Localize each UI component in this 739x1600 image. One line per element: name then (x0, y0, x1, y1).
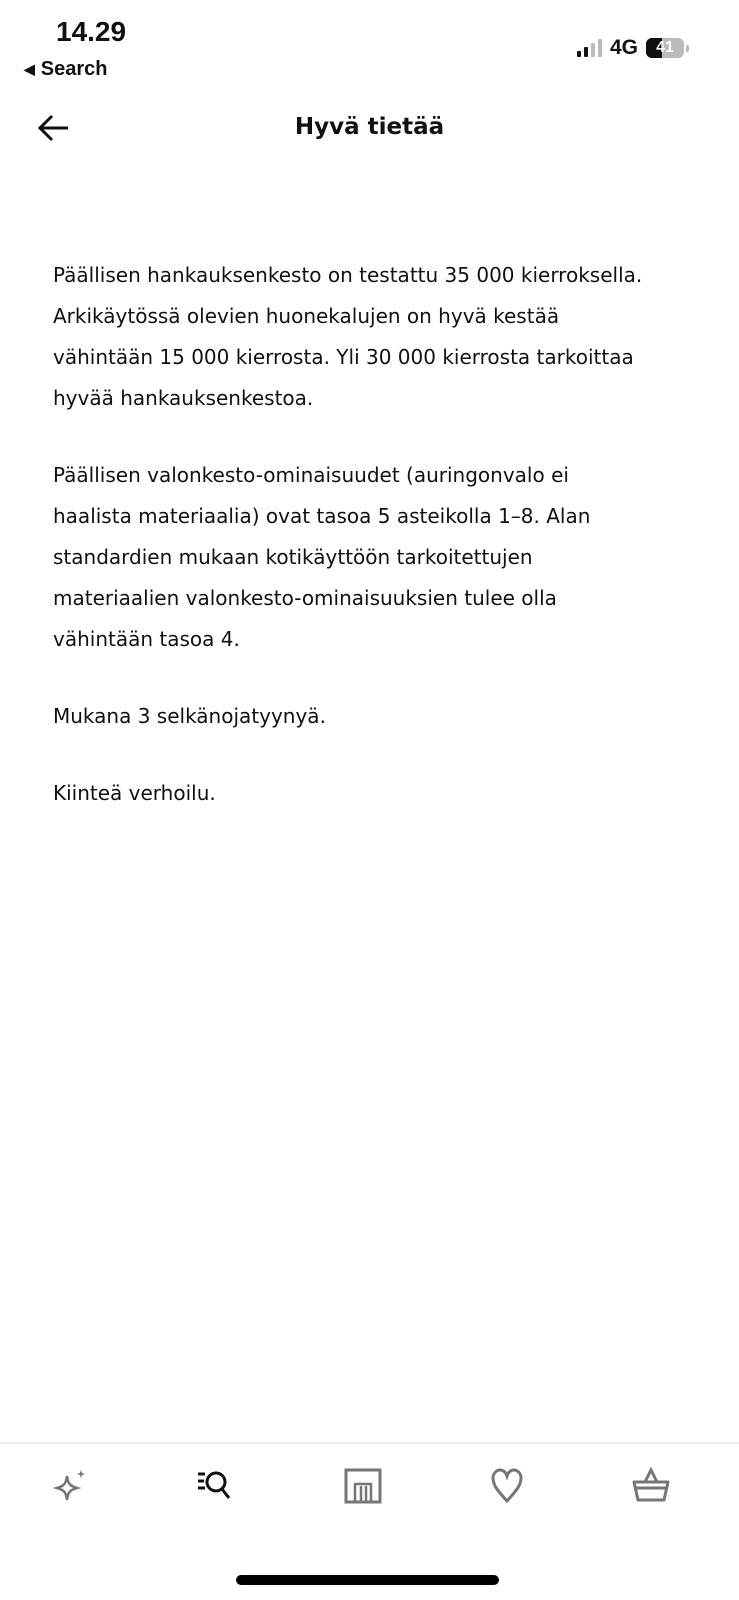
battery-level: 41 (656, 39, 674, 56)
text-line: Päällisen hankauksenkesto on testattu 35 000 kierroksella. (53, 263, 643, 287)
network-type: 4G (609, 36, 638, 59)
paragraph-abrasion (53, 255, 699, 419)
text-line: Päällisen valonkesto-ominaisuudet (auringonvalo ei (53, 463, 569, 487)
basket-icon (631, 1466, 671, 1506)
text-line: Mukana 3 selkänojatyynyä. (53, 704, 326, 728)
paragraph-lightfastness (53, 455, 699, 660)
status-time: 14.29 (56, 16, 127, 47)
back-app-label: Search (40, 58, 108, 80)
tab-stores[interactable] (341, 1464, 385, 1508)
search-list-icon (196, 1466, 240, 1506)
paragraph-cushions (53, 696, 699, 737)
bottom-tab-bar (0, 1442, 739, 1524)
text-line: Arkikäytössä olevien huonekalujen on hyvä kestää (53, 304, 560, 328)
tab-favourites[interactable] (485, 1464, 529, 1508)
text-line: Kiinteä verhoilu. (53, 781, 216, 805)
sparkle-icon (51, 1466, 91, 1506)
info-content (53, 255, 699, 850)
back-triangle-icon: ◀ (24, 61, 35, 77)
battery-icon (646, 38, 684, 58)
text-line: haalista materiaalia) ovat tasoa 5 asteikolla 1–8. Alan (53, 504, 591, 528)
tab-inspiration[interactable] (49, 1464, 93, 1508)
tab-basket[interactable] (629, 1464, 673, 1508)
store-icon (343, 1466, 383, 1506)
back-to-app-link[interactable] (24, 58, 108, 81)
text-line: hyvää hankauksenkestoa. (53, 386, 314, 410)
page-title: Hyvä tietää (294, 114, 445, 140)
heart-icon (487, 1466, 527, 1506)
tab-search[interactable] (196, 1464, 240, 1508)
text-line: materiaalien valonkesto-ominaisuuksien tulee olla (53, 586, 557, 610)
text-line: standardien mukaan kotikäyttöön tarkoitettujen (53, 545, 533, 569)
text-line: vähintään tasoa 4. (53, 627, 240, 651)
text-line: vähintään 15 000 kierrosta. Yli 30 000 kierrosta tarkoittaa (53, 345, 634, 369)
signal-icon (577, 39, 602, 57)
home-indicator[interactable] (236, 1575, 499, 1585)
paragraph-upholstery (53, 773, 699, 814)
status-indicators (577, 36, 689, 60)
